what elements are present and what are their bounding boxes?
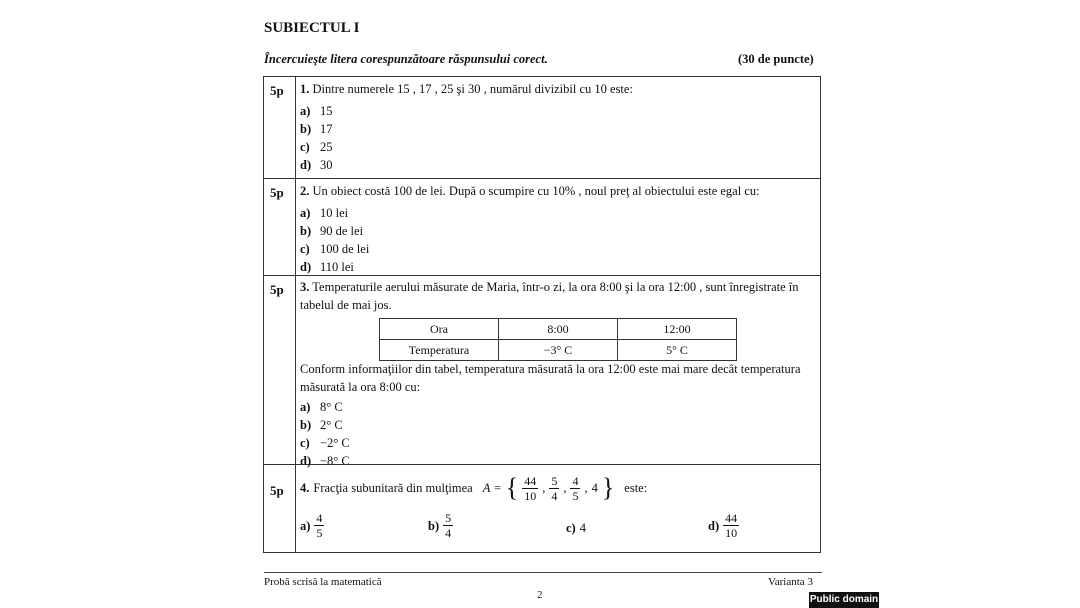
- temperature-table: [379, 318, 737, 361]
- question-text: 1. Dintre numerele 15 , 17 , 25 şi 30 , numărul divizibil cu 10 este:: [300, 82, 633, 96]
- option-b[interactable]: b) 90 de lei: [300, 224, 364, 238]
- section-title: SUBIECTUL I: [264, 20, 360, 36]
- points-cell: [264, 465, 296, 552]
- question-text-2: Conform informaţiilor din tabel, temperatura măsurată la ora 12:00 este mai mare decât temperatura măsurată la ora 8:00 cu:: [300, 362, 801, 394]
- question-cell: [300, 182, 816, 276]
- question-row-4: [264, 464, 820, 552]
- points-cell: [264, 179, 296, 275]
- page-number: 2: [537, 589, 543, 601]
- option-b[interactable]: b) $\frac{5}{4}$: [428, 511, 452, 540]
- license-badge: Public domain: [809, 592, 879, 608]
- table-cell: Temperatura: [380, 340, 499, 361]
- table-cell: −3° C: [499, 340, 618, 361]
- option-d[interactable]: d) 110 lei: [300, 260, 354, 274]
- option-a[interactable]: a) 15: [300, 104, 333, 118]
- instruction-text: Încercuieşte litera corespunzătoare răspunsului corect.: [264, 52, 548, 66]
- option-c[interactable]: c) 25: [300, 140, 333, 154]
- question-text: 3. Temperaturile aerului măsurate de Maria, într-o zi, la ora 8:00 şi la ora 12:00 , sunt înregistrate în tabelul de mai jos.: [300, 280, 799, 312]
- question-row-1: [264, 77, 820, 178]
- footer-divider: [264, 572, 822, 573]
- table-header-cell: 12:00: [618, 319, 737, 340]
- right-brace: }: [601, 473, 615, 502]
- points-label: 5p: [270, 83, 284, 98]
- option-a[interactable]: a) $\frac{4}{5}$: [300, 511, 323, 540]
- points-cell: [264, 77, 296, 178]
- question-text: 4. Fracţia subunitară din mulţimea A = { $\frac{44}{10}$ , $\frac{5}{4}$ , $\frac{4}{5}$ , 4 } este:: [300, 473, 648, 503]
- option-d[interactable]: d) 30: [300, 158, 333, 172]
- footer-subject: Probă scrisă la matematică: [264, 576, 382, 588]
- option-b[interactable]: b) 2° C: [300, 418, 343, 432]
- option-c[interactable]: c) 100 de lei: [300, 242, 370, 256]
- option-b[interactable]: b) 17: [300, 122, 333, 136]
- points-label: 5p: [270, 483, 284, 498]
- option-c[interactable]: c) −2° C: [300, 436, 350, 450]
- left-brace: {: [505, 473, 519, 502]
- fraction: $\frac{4}{5}$: [572, 473, 579, 503]
- question-cell: [300, 278, 816, 468]
- option-a[interactable]: a) 10 lei: [300, 206, 349, 220]
- options-list: [300, 511, 816, 551]
- option-a[interactable]: a) 8° C: [300, 400, 343, 414]
- question-cell: [300, 80, 816, 174]
- table-header-cell: Ora: [380, 319, 499, 340]
- questions-table: [263, 76, 821, 553]
- table-cell: 5° C: [618, 340, 737, 361]
- option-d[interactable]: d) −8° C: [300, 454, 350, 468]
- options-list: [300, 398, 350, 470]
- fraction: $\frac{5}{4}$: [551, 473, 558, 503]
- fraction: $\frac{44}{10}$: [524, 473, 537, 503]
- points-cell: [264, 276, 296, 464]
- option-d[interactable]: d) $\frac{44}{10}$: [708, 511, 738, 540]
- footer-variant: Varianta 3: [768, 576, 813, 588]
- question-row-2: [264, 178, 820, 275]
- points-label: 5p: [270, 282, 284, 297]
- section-points: (30 de puncte): [738, 52, 814, 66]
- table-header-cell: 8:00: [499, 319, 618, 340]
- option-c[interactable]: c) 4: [566, 521, 586, 535]
- question-text: 2. Un obiect costă 100 de lei. După o scumpire cu 10% , noul preţ al obiectului este egal cu:: [300, 184, 760, 198]
- points-label: 5p: [270, 185, 284, 200]
- question-row-3: [264, 275, 820, 468]
- question-cell: [300, 471, 816, 551]
- set-label: A =: [482, 481, 502, 495]
